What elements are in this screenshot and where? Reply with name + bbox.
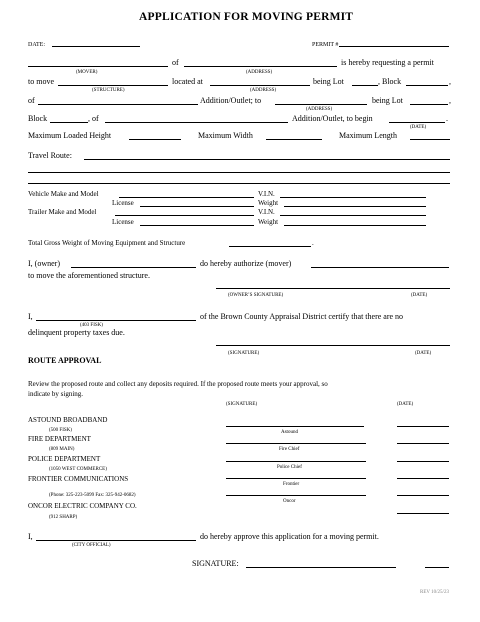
final-signature-field[interactable] [246,567,396,568]
date-caption: (DATE) [410,125,427,130]
oncor-signature-field[interactable] [226,495,366,496]
vehicle-weight-field[interactable] [284,206,426,207]
signature-header: (SIGNATURE) [226,402,258,407]
frontier-signature-caption: Frontier [283,482,300,487]
structure-caption: (STRUCTURE) [92,88,125,93]
block-field[interactable] [50,122,88,123]
addition-begin-text: Addition/Outlet, to begin [292,114,373,123]
permit-number-field[interactable] [339,46,449,47]
max-height-label: Maximum Loaded Height [28,131,112,140]
fire-signature-caption: Fire Chief [279,447,300,452]
certify-text: of the Brown County Appraisal District certify that there are no [200,312,404,321]
being-lot-text: being Lot [372,96,403,105]
addition-field[interactable] [38,104,198,105]
max-height-field[interactable] [129,139,181,140]
signature-label: SIGNATURE: [192,559,239,568]
city-official-field[interactable] [36,540,196,541]
route-approval-description: indicate by signing. [28,390,84,398]
weight-label: Weight [258,199,279,207]
org-phone: (Phone: 325-223-5099 Fax: 325-942-0682) [49,493,136,498]
frontier-signature-field[interactable] [226,478,366,479]
astound-signature-caption: Astound [281,430,298,435]
to-move-text: to move [28,77,54,86]
form-title: APPLICATION FOR MOVING PERMIT [139,11,354,23]
travel-route-line[interactable] [28,183,450,184]
astound-signature-field[interactable] [226,426,364,427]
org-address: (1050 WEST COMMERCE) [49,467,107,472]
date-caption: (DATE) [411,293,428,298]
license-label: License [112,199,134,207]
addition-text: Addition/Outlet; to [200,96,262,105]
i-owner-text: I, (owner) [28,259,60,268]
max-width-field[interactable] [266,139,322,140]
address-caption: (ADDRESS) [246,70,273,75]
org-name: ONCOR ELECTRIC COMPANY CO. [28,502,137,510]
authorized-mover-field[interactable] [311,267,449,268]
i-text: I, [28,532,33,541]
trailer-license-field[interactable] [140,225,254,226]
weight-label: Weight [258,218,279,226]
org-name: POLICE DEPARTMENT [28,455,101,463]
trailer-weight-field[interactable] [284,225,426,226]
appraisal-official-field[interactable] [36,320,196,321]
address-caption: (ADDRESS) [250,88,277,93]
date-header: (DATE) [397,402,414,407]
org-name: ASTOUND BROADBAND [28,416,108,424]
signature-caption: (SIGNATURE) [228,351,260,356]
license-label: License [112,218,134,226]
mover-address-field[interactable] [184,66,337,67]
requesting-text: is hereby requesting a permit [341,58,434,67]
astound-date-field[interactable] [397,426,449,427]
vehicle-license-field[interactable] [140,206,254,207]
org-name: FIRE DEPARTMENT [28,435,91,443]
comma-text: , [449,77,451,86]
fire-signature-field[interactable] [226,443,366,444]
total-weight-label: Total Gross Weight of Moving Equipment and Structure [28,239,186,247]
date-caption: (DATE) [415,351,432,356]
lot-field[interactable] [410,104,448,105]
of-text: , of [88,114,99,123]
revision-label: REV 10/25/23 [420,590,449,595]
oncor-date-field[interactable] [397,495,449,496]
trailer-vin-field[interactable] [280,215,426,216]
org-address: (500 FISK) [49,428,72,433]
max-length-label: Maximum Length [339,131,397,140]
vehicle-vin-field[interactable] [280,197,426,198]
police-signature-field[interactable] [226,461,366,462]
i-text: I, [28,312,33,321]
owner-signature-caption: (OWNER’S SIGNATURE) [228,293,284,298]
fire-date-field[interactable] [397,443,449,444]
travel-route-line[interactable] [84,159,450,160]
total-weight-field[interactable] [229,246,311,247]
frontier-date-field[interactable] [397,478,449,479]
begin-date-field[interactable] [389,122,445,123]
org-address: (912 SHARP) [49,515,78,520]
oncor-date-field-2[interactable] [397,513,449,514]
city-official-caption: (CITY OFFICIAL) [72,543,111,548]
authorize-text: do hereby authorize (mover) [200,259,292,268]
lot-field[interactable] [352,85,378,86]
max-width-label: Maximum Width [198,131,253,140]
vehicle-make-label: Vehicle Make and Model [28,190,99,198]
date-label: DATE: [28,42,45,48]
addition-address-field[interactable] [275,104,367,105]
oncor-signature-caption: Oncor [283,499,296,504]
block-text: Block [28,114,48,123]
route-approval-description: Review the proposed route and collect any deposits required. If the proposed route meets your approval, so [28,380,328,388]
block-text: , Block [378,77,402,86]
travel-route-label: Travel Route: [28,151,72,160]
address-caption: (ADDRESS) [306,107,333,112]
being-lot-text: being Lot [313,77,344,86]
trailer-make-field[interactable] [115,215,254,216]
block-field[interactable] [406,85,448,86]
vehicle-make-field[interactable] [119,197,254,198]
period-text: . [312,239,314,247]
mover-caption: (MOVER) [76,70,98,75]
approve-text: do hereby approve this application for a moving permit. [200,532,379,541]
travel-route-line[interactable] [28,172,450,173]
structure-field[interactable] [58,85,168,86]
of-text: of [172,58,179,67]
comma-text: , [449,96,451,105]
owner-name-field[interactable] [71,267,196,268]
max-length-field[interactable] [410,139,450,140]
permit-label: PERMIT # [312,42,339,48]
fisk-address-caption: (403 FISK) [80,323,103,328]
org-name: FRONTIER COMMUNICATIONS [28,475,129,483]
move-structure-text: to move the aforementioned structure. [28,271,150,280]
of-text: of [28,96,35,105]
mover-field[interactable] [28,66,168,67]
police-date-field[interactable] [397,461,449,462]
appraisal-signature-field[interactable] [216,345,450,346]
vin-label: V.I.N. [258,208,275,216]
final-date-field[interactable] [425,567,449,568]
delinquent-text: delinquent property taxes due. [28,328,125,337]
org-address: (809 MAIN) [49,447,75,452]
route-approval-heading: ROUTE APPROVAL [28,356,102,365]
located-at-text: located at [172,77,203,86]
structure-address-field[interactable] [210,85,310,86]
vin-label: V.I.N. [258,190,275,198]
police-signature-caption: Police Chief [277,465,302,470]
date-field[interactable] [52,46,140,47]
period-text: . [446,114,448,123]
addition-name-field[interactable] [105,122,288,123]
trailer-make-label: Trailer Make and Model [28,208,97,216]
owner-signature-field[interactable] [216,288,450,289]
